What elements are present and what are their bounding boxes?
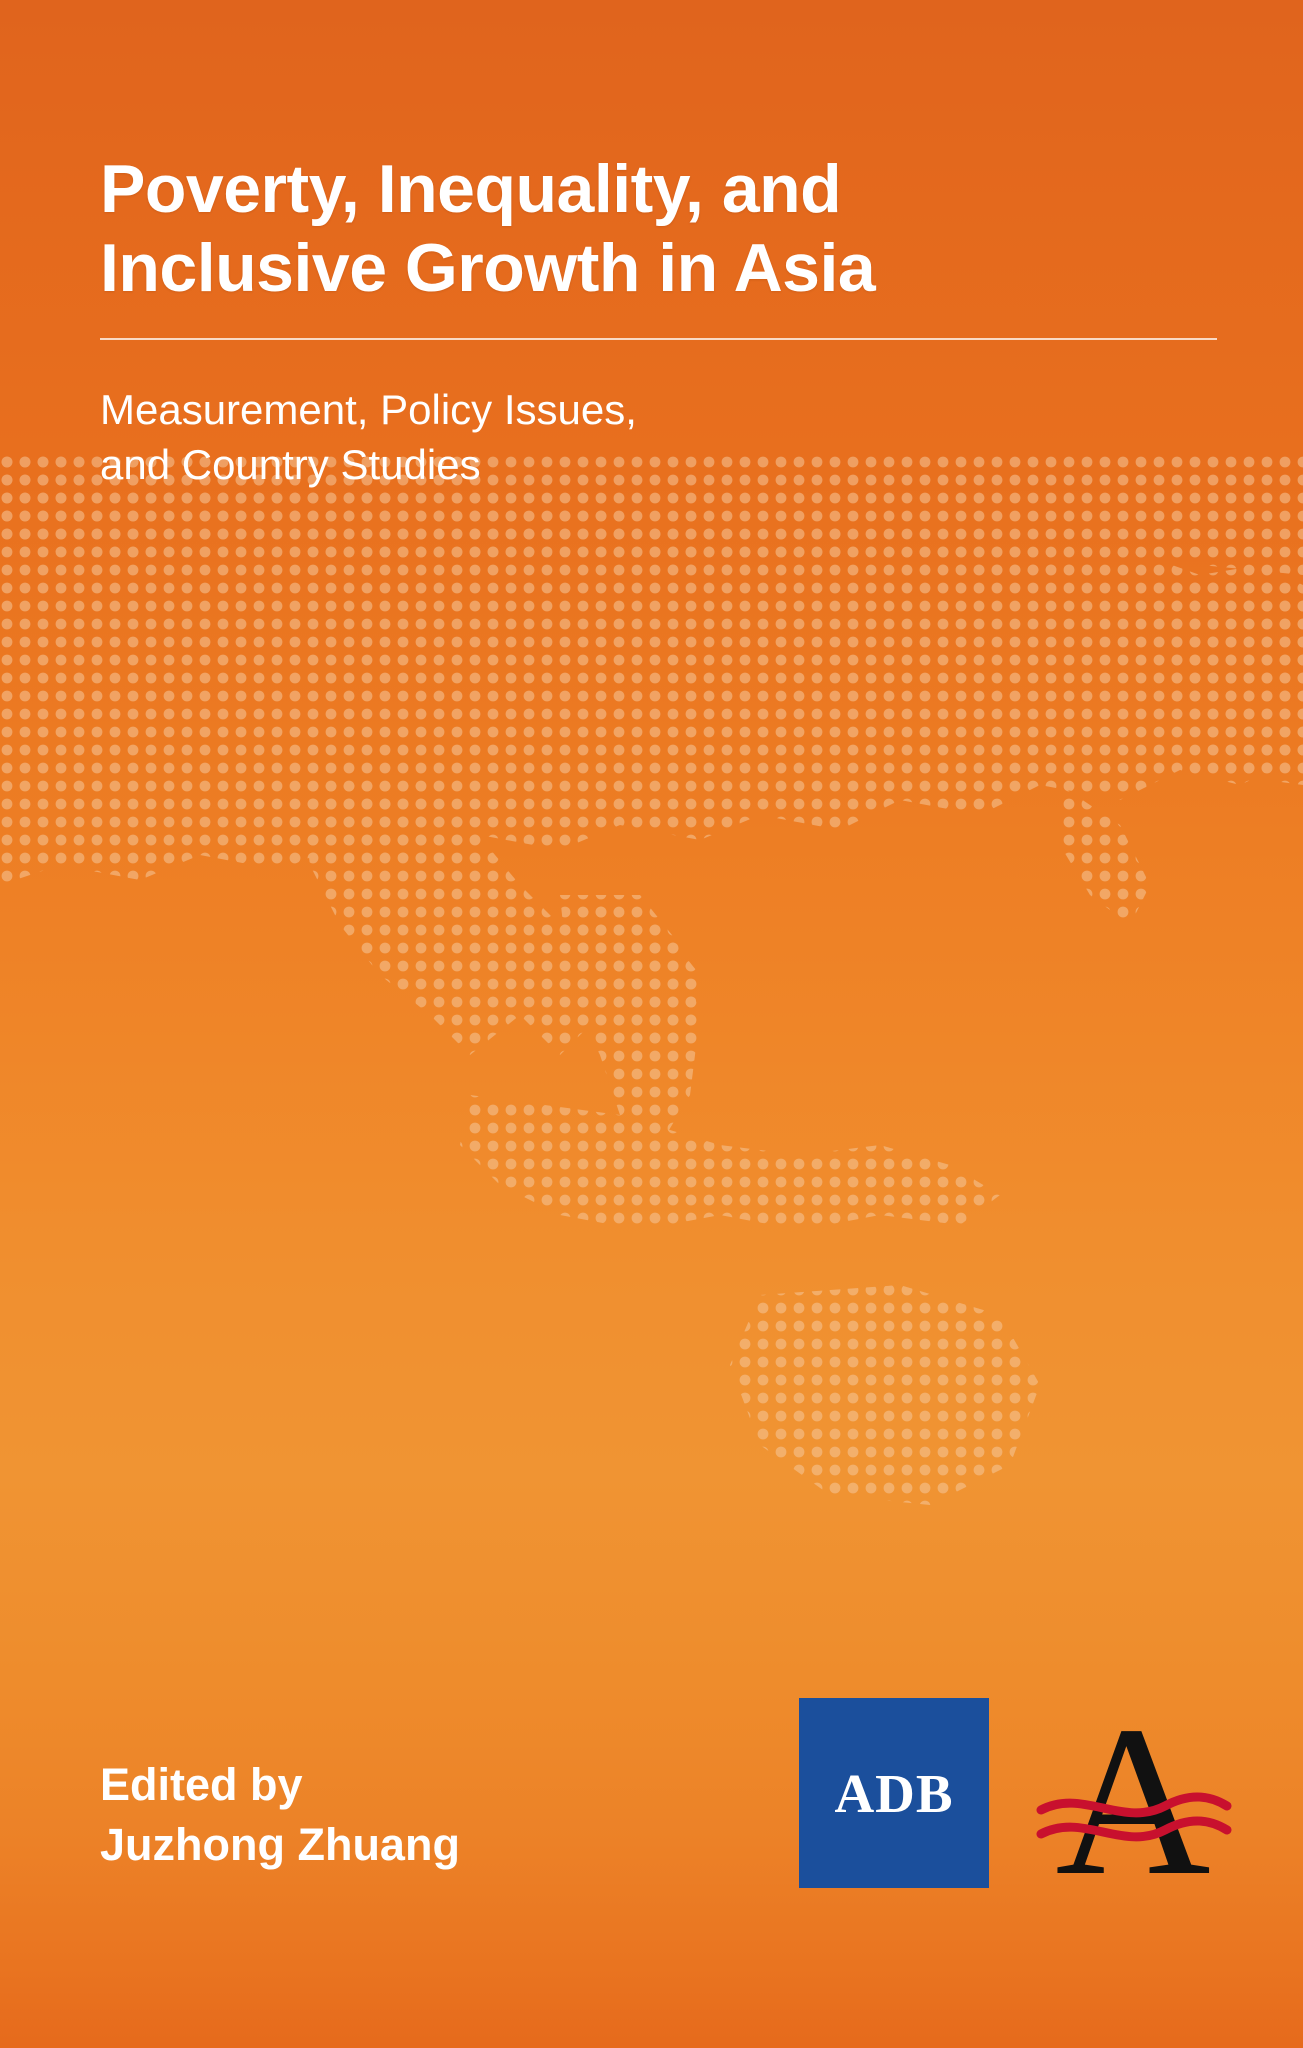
title-divider [100,338,1217,340]
editor-block [100,1755,460,1877]
book-title [100,150,1230,308]
editor-label: Edited by [100,1758,303,1810]
adb-logo [799,1698,989,1888]
editor-name: Juzhong Zhuang [100,1819,460,1871]
book-subtitle [100,382,1230,493]
book-title-line-1: Poverty, Inequality, and [100,151,842,227]
svg-text:A: A [1055,1688,1211,1888]
adb-logo-text: ADB [834,1762,954,1824]
dotted-world-map-graphic [0,455,1303,1605]
book-subtitle-line-1: Measurement, Policy Issues, [100,385,637,433]
title-block [100,150,1230,493]
publisher-logos [799,1688,1233,1888]
book-subtitle-line-2: and Country Studies [100,441,481,489]
book-title-line-2: Inclusive Growth in Asia [100,229,876,306]
anthem-press-logo [1033,1688,1233,1888]
